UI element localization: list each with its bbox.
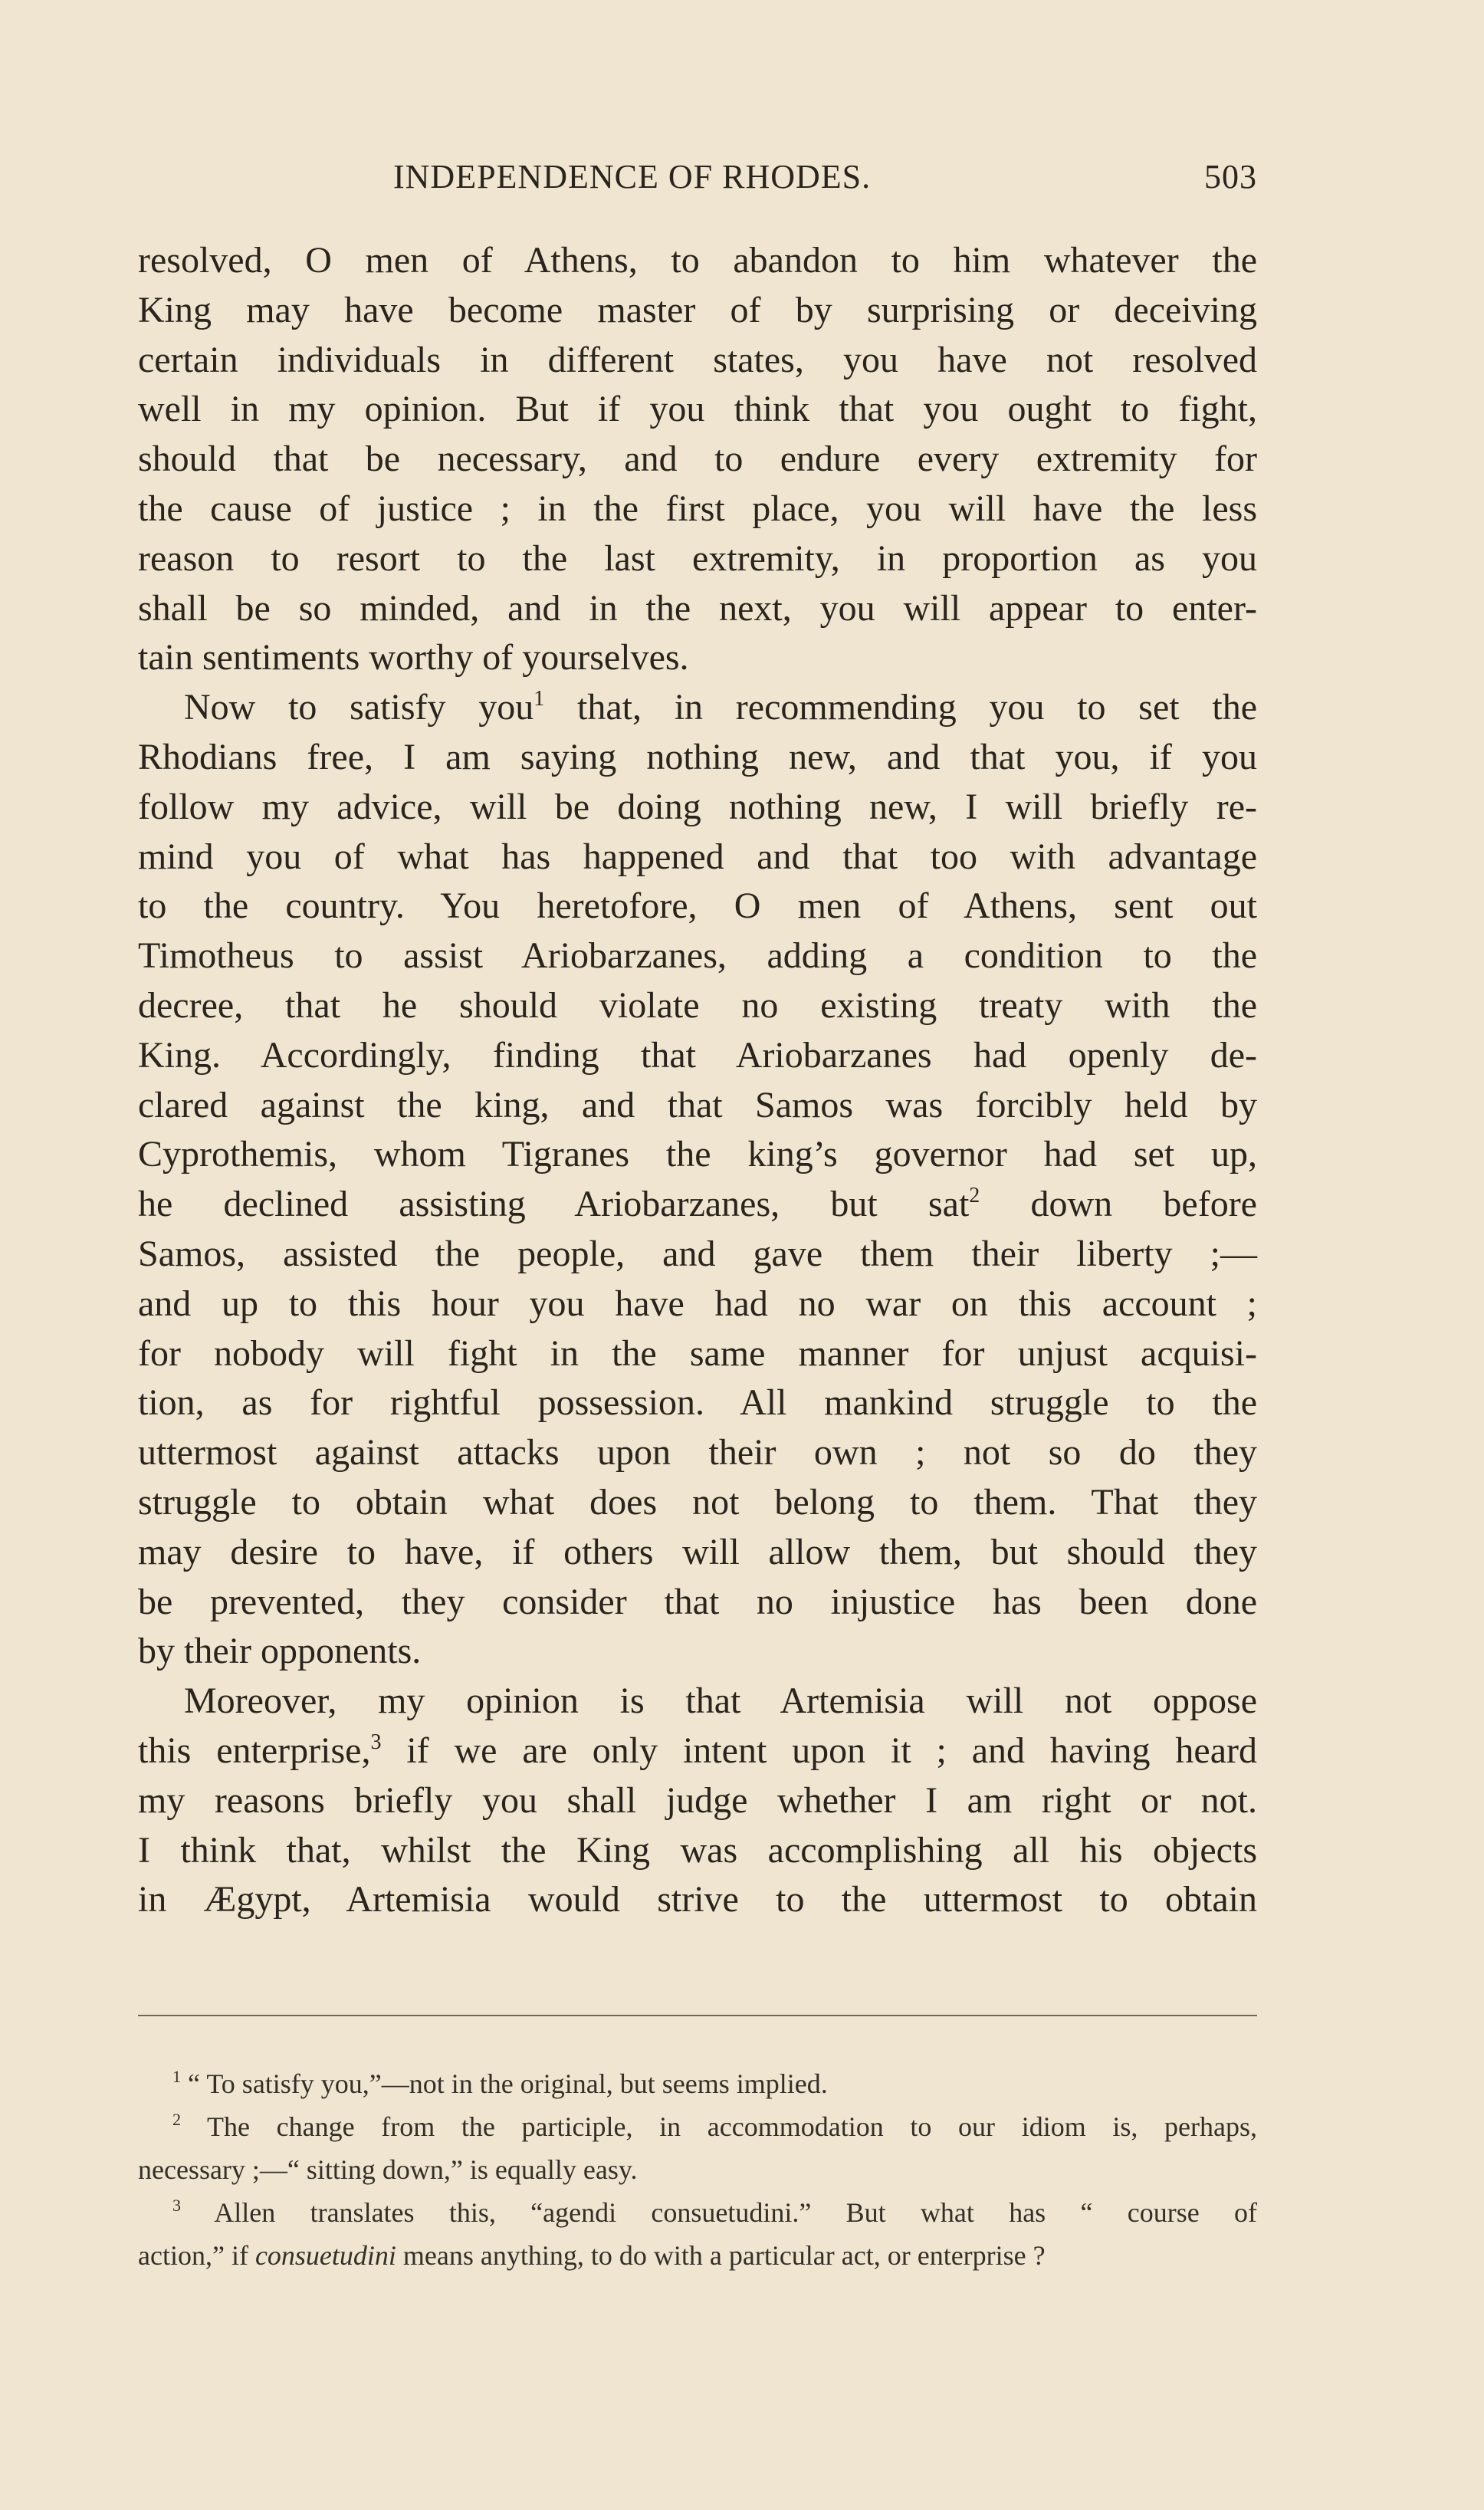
footnote-ref: 1 bbox=[534, 687, 545, 711]
footnote bbox=[138, 2191, 1257, 2234]
text-line: my reasons briefly you shall judge whether I am right or not. bbox=[138, 1779, 1257, 1821]
text-run: down before bbox=[980, 1184, 1257, 1225]
text-line: King. Accordingly, finding that Ariobarzanes had openly de- bbox=[138, 1034, 1257, 1076]
text-line: Moreover, my opinion is that Artemisia will not oppose bbox=[184, 1680, 1257, 1722]
page-header bbox=[138, 157, 1257, 203]
running-head: INDEPENDENCE OF RHODES. bbox=[393, 158, 872, 195]
text-line: to the country. You heretofore, O men of Athens, sent out bbox=[138, 885, 1257, 927]
text-run: Now to satisfy you bbox=[184, 687, 534, 728]
footnote bbox=[138, 2062, 1257, 2105]
text-line: mind you of what has happened and that too with advantage bbox=[138, 836, 1257, 877]
footnote-continuation: necessary ;—“ sitting down,” is equally easy. bbox=[138, 2154, 638, 2185]
text-line: well in my opinion. But if you think that you ought to fight, bbox=[138, 389, 1257, 430]
text-line: resolved, O men of Athens, to abandon to him whatever the bbox=[138, 240, 1257, 281]
text-line: reason to resort to the last extremity, in proportion as you bbox=[138, 537, 1257, 579]
text-line: shall be so minded, and in the next, you will appear to enter- bbox=[138, 587, 1257, 629]
text-run: this enterprise, bbox=[138, 1730, 371, 1771]
footnote-number: 2 bbox=[172, 2110, 181, 2129]
footnote-number: 1 bbox=[172, 2067, 181, 2086]
text-line: King may have become master of by surprising or deceiving bbox=[138, 289, 1257, 330]
text-line: I think that, whilst the King was accomplishing all his objects bbox=[138, 1829, 1257, 1871]
text-run: action,” if bbox=[138, 2240, 255, 2271]
footnotes bbox=[138, 2062, 1257, 2277]
text-run: that, in recommending you to set the bbox=[544, 687, 1257, 728]
text-line: by their opponents. bbox=[138, 1631, 422, 1672]
footnote-divider bbox=[138, 2015, 1257, 2016]
footnote-text: Allen translates this, “agendi consuetudini.” But what has “ course of bbox=[181, 2197, 1257, 2228]
text-line: for nobody will fight in the same manner for unjust acquisi- bbox=[138, 1332, 1257, 1374]
text-run: means anything, to do with a particular act, or enterprise ? bbox=[396, 2240, 1046, 2271]
text-run: if we are only intent upon it ; and having heard bbox=[381, 1730, 1257, 1771]
text-line: tion, as for rightful possession. All mankind struggle to the bbox=[138, 1382, 1257, 1424]
text-line: struggle to obtain what does not belong to them. That they bbox=[138, 1481, 1257, 1523]
page-number: 503 bbox=[1204, 158, 1257, 195]
text-line: Cyprothemis, whom Tigranes the king’s governor had set up, bbox=[138, 1134, 1257, 1175]
text-line: tain sentiments worthy of yourselves. bbox=[138, 637, 689, 678]
footnote-number: 3 bbox=[172, 2196, 181, 2215]
text-line: certain individuals in different states, you have not resolved bbox=[138, 339, 1257, 380]
text-line bbox=[138, 1180, 1257, 1230]
text-line: be prevented, they consider that no injustice has been done bbox=[138, 1581, 1257, 1622]
text-line: in Ægypt, Artemisia would strive to the uttermost to obtain bbox=[138, 1879, 1257, 1920]
footnote-continuation bbox=[138, 2234, 1257, 2277]
text-line: Samos, assisted the people, and gave them their liberty ;— bbox=[138, 1233, 1257, 1274]
italic-term: consuetudini bbox=[254, 2240, 396, 2271]
text-line: Rhodians free, I am saying nothing new, and that you, if you bbox=[138, 736, 1257, 777]
text-line: and up to this hour you have had no war on this account ; bbox=[138, 1283, 1257, 1324]
footnote-text: “ To satisfy you,”—not in the original, but seems implied. bbox=[181, 2068, 828, 2099]
text-line bbox=[138, 683, 1257, 733]
text-line bbox=[138, 1726, 1257, 1776]
text-line: follow my advice, will be doing nothing new, I will briefly re- bbox=[138, 786, 1257, 827]
text-line: the cause of justice ; in the first place, you will have the less bbox=[138, 488, 1257, 529]
footnote bbox=[138, 2105, 1257, 2148]
footnote-ref: 2 bbox=[969, 1184, 980, 1208]
text-run: he declined assisting Ariobarzanes, but sat bbox=[138, 1184, 970, 1225]
footnote-text: The change from the participle, in accommodation to our idiom is, perhaps, bbox=[181, 2111, 1257, 2142]
text-line: decree, that he should violate no existing treaty with the bbox=[138, 984, 1257, 1026]
text-line: should that be necessary, and to endure every extremity for bbox=[138, 439, 1257, 480]
text-line: clared against the king, and that Samos was forcibly held by bbox=[138, 1084, 1257, 1125]
body-text bbox=[138, 236, 1257, 1925]
footnote-ref: 3 bbox=[370, 1730, 382, 1754]
text-line: Timotheus to assist Ariobarzanes, adding a condition to the bbox=[138, 935, 1257, 977]
text-line: uttermost against attacks upon their own ; not so do they bbox=[138, 1432, 1257, 1473]
text-line: may desire to have, if others will allow them, but should they bbox=[138, 1531, 1257, 1572]
